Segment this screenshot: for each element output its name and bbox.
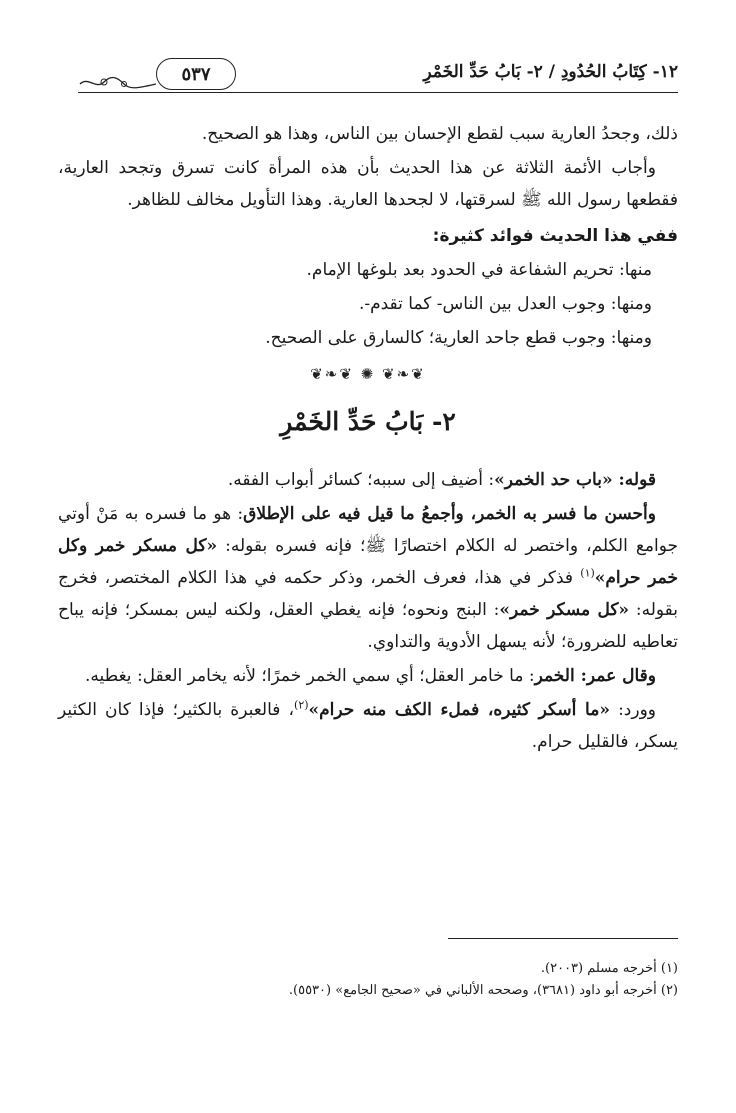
hadith-quote: «كل مسكر خمر وكل خمر حرام» bbox=[58, 536, 678, 588]
running-title: ١٢- كِتَابُ الحُدُودِ / ٢- بَابُ حَدِّ الخَمْرِ bbox=[423, 62, 678, 82]
footnote: (٢) أخرجه أبو داود (٣٦٨١)، وصححه الألباني في «صحيح الجامع» (٥٥٣٠). bbox=[288, 983, 678, 998]
quote-bold: قوله: «باب حد الخمر» bbox=[494, 470, 656, 490]
paragraph bbox=[58, 694, 678, 758]
paragraph: ذلك، وجحدُ العارية سبب لقطع الإحسان بين الناس، وهذا هو الصحيح. bbox=[201, 124, 678, 144]
hadith-quote: «ما أسكر كثيره، فملء الكف منه حرام» bbox=[308, 700, 610, 720]
text-run: : هو ما فسره به مَنْ أوتي جوامع الكلم، واختصر له الكلام اختصارًا ﷺ؛ فإنه فسره بقوله: bbox=[58, 504, 678, 556]
quote-bold: وقال عمر: الخمر bbox=[534, 666, 656, 686]
footnote-ref[interactable]: (١) bbox=[580, 566, 595, 580]
quote-bold: وأحسن ما فسر به الخمر، وأجمعُ ما قيل فيه على الإطلاق bbox=[243, 504, 656, 524]
benefits-heading: ففي هذا الحديث فوائد كثيرة: bbox=[432, 226, 678, 246]
hadith-quote: «كل مسكر خمر» bbox=[499, 600, 630, 620]
section-divider-ornament: ❦❧❦ ✺ ❦❧❦ bbox=[310, 365, 426, 383]
footnote-ref[interactable]: (٢) bbox=[294, 698, 309, 712]
text-run: : البنج ونحوه؛ فإنه يغطي العقل، ولكنه ليس بمسكر؛ فإنه يباح تعاطيه للضرورة؛ لأنه يسهل الأدوية والتداوي. bbox=[58, 600, 678, 652]
paragraph bbox=[58, 498, 678, 658]
paragraph bbox=[58, 464, 678, 496]
text-run: ، فالعبرة بالكثير؛ فإذا كان الكثير يسكر، فالقليل حرام. bbox=[58, 700, 678, 752]
page-header bbox=[78, 58, 678, 98]
text-run: : ما خامر العقل؛ أي سمي الخمر خمرًا؛ لأنه يخامر العقل: يغطيه. bbox=[85, 666, 535, 686]
footnote-separator bbox=[448, 938, 678, 939]
paragraph: وأجاب الأئمة الثلاثة عن هذا الحديث بأن هذه المرأة كانت تسرق وتجحد العارية، فقطعها رسول الله ﷺ لسرقتها، لا لجحدها العارية. وهذا التأويل مخالف للظاهر. bbox=[58, 158, 678, 210]
header-rule bbox=[78, 92, 678, 93]
text-run: : أضيف إلى سببه؛ كسائر أبواب الفقه. bbox=[227, 470, 495, 490]
list-item: منها: تحريم الشفاعة في الحدود بعد بلوغها الإمام. bbox=[306, 260, 652, 280]
page-number-badge: ٥٣٧ bbox=[156, 58, 236, 90]
flourish-ornament-icon bbox=[78, 72, 158, 92]
paragraph bbox=[58, 660, 678, 692]
text-run: فذكر في هذا، فعرف الخمر، وذكر حكمه في هذا الكلام المختصر، فخرج بقوله: bbox=[58, 568, 678, 620]
main-text bbox=[58, 118, 678, 760]
chapter-title: ٢- بَابُ حَدِّ الخَمْرِ bbox=[280, 407, 456, 436]
list-item: ومنها: وجوب قطع جاحد العارية؛ كالسارق على الصحيح. bbox=[265, 328, 652, 348]
text-run: وورد: bbox=[609, 700, 657, 720]
footnotes bbox=[58, 958, 678, 1002]
list-item: ومنها: وجوب العدل بين الناس- كما تقدم-. bbox=[358, 294, 652, 314]
footnote: (١) أخرجه مسلم (٢٠٠٣). bbox=[540, 961, 678, 976]
